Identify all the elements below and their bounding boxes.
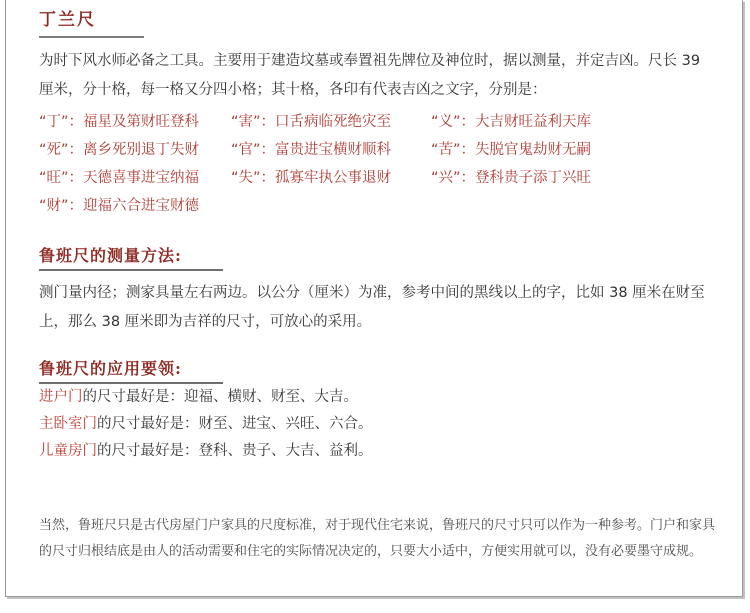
children-door-label: 儿童房门 <box>39 443 97 459</box>
measure-section-heading: 鲁班尺的测量方法: <box>39 246 182 265</box>
title-underline <box>39 36 144 38</box>
glossary-item-ku: “苦”：失脱官鬼劫财无嗣 <box>431 142 592 158</box>
article-title: 丁兰尺 <box>39 10 96 30</box>
glossary-item-wang: “旺”：天德喜事进宝纳福 <box>39 170 200 186</box>
measure-heading-underline <box>39 269 223 271</box>
glossary-grid <box>39 113 716 216</box>
closing-note-paragraph: 当然，鲁班尺只是古代房屋门户家具的尺度标准，对于现代住宅来说，鲁班尺的尺寸只可以作为一种参考。门户和家具的尺寸归根结底是由人的活动需要和住宅的实际情况决定的，只要大小适中，方便实用就可以，没有必要墨守成规。 <box>39 518 716 559</box>
bedroom-door-label: 主卧室门 <box>39 416 97 432</box>
bedroom-door-text: 的尺寸最好是：财至、进宝、兴旺、六合。 <box>97 416 373 432</box>
entry-door-text: 的尺寸最好是：迎福、横财、财至、大吉。 <box>82 389 358 405</box>
entry-door-label: 进户门 <box>39 389 83 405</box>
intro-paragraph: 为时下风水师必备之工具。主要用于建造坟墓或奉置祖先牌位及神位时，据以测量，并定吉凶。尺长 39 厘米，分十格，每一格又分四小格；其十格，各印有代表吉凶之文字，分别是： <box>39 53 701 98</box>
article-page <box>5 0 743 597</box>
glossary-item-si: “死”：离乡死别退丁失财 <box>39 142 200 158</box>
application-line-children-door <box>39 438 716 465</box>
application-line-entry-door <box>39 384 716 411</box>
measure-paragraph: 测门量内径；测家具量左右两边。以公分（厘米）为准，参考中间的黑线以上的字，比如 38 厘米在财至上，那么 38 厘米即为吉祥的尺寸，可放心的采用。 <box>39 285 705 330</box>
glossary-item-xing: “兴”：登科贵子添丁兴旺 <box>431 170 592 186</box>
glossary-item-yi: “义”：大吉财旺益利天库 <box>431 114 592 130</box>
application-line-bedroom-door <box>39 411 716 438</box>
glossary-item-ding: “丁”：福星及第财旺登科 <box>39 114 200 130</box>
application-section-heading: 鲁班尺的应用要领: <box>39 359 182 378</box>
children-door-text: 的尺寸最好是：登科、贵子、大吉、益利。 <box>97 443 373 459</box>
glossary-item-shi: “失”：孤寡牢执公事退财 <box>231 170 392 186</box>
glossary-item-cai: “财”：迎福六合进宝财德 <box>39 198 200 214</box>
glossary-item-hai: “害”：口舌病临死绝灾至 <box>231 114 392 130</box>
glossary-item-guan: “官”：富贵进宝横财顺科 <box>231 142 392 158</box>
